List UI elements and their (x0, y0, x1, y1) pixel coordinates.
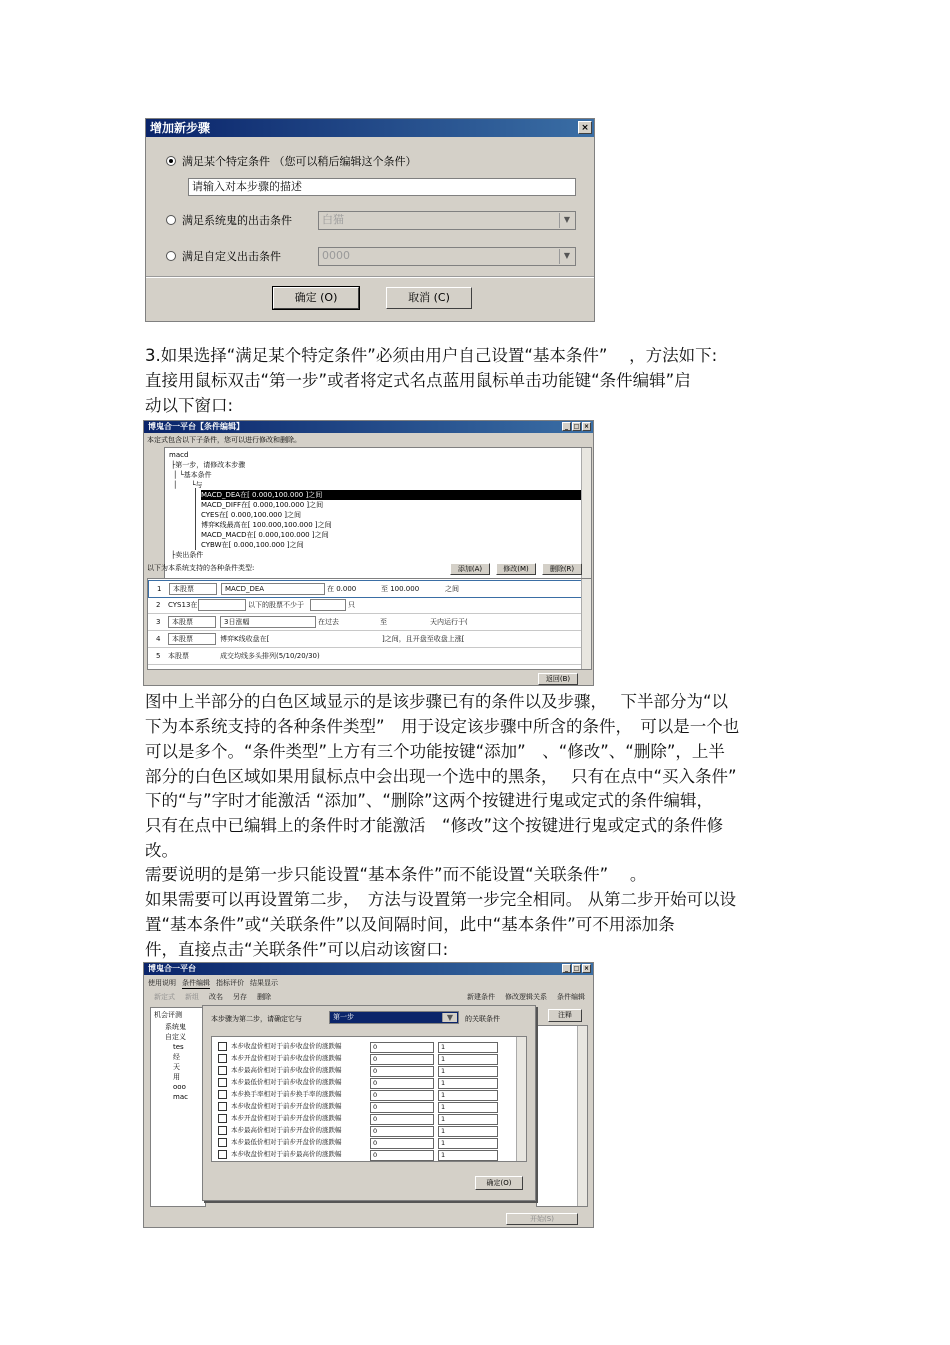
add-step-dialog (145, 118, 595, 322)
tree-node[interactable]: 用 (173, 1073, 180, 1081)
chevron-down-icon: ▼ (442, 1013, 457, 1022)
strategy-tree[interactable] (150, 1007, 206, 1207)
relation-condition-label: 本步最低价相对于前步开盘价的涨跌幅 (231, 1138, 342, 1146)
note-button[interactable]: 注释 (548, 1009, 582, 1022)
tree-node[interactable]: 天 (173, 1063, 180, 1071)
new-condition-button[interactable]: 新建条件 (467, 993, 495, 1001)
condition-type-row[interactable]: 5 本股票 成交均线多头排列(5/10/20/30) (148, 648, 591, 665)
label-specific-condition: 满足某个特定条件 （您可以稍后编辑这个条件） (182, 155, 417, 168)
ok-button[interactable]: 确定(O) (475, 1176, 523, 1190)
modify-button[interactable]: 修改(M) (496, 563, 536, 575)
paragraph-2-line-8: 需要说明的是第一步只能设置“基本条件”而不能设置“关联条件” 。 (145, 865, 647, 884)
step-select[interactable] (329, 1011, 459, 1024)
relation-condition-row[interactable] (218, 1053, 514, 1064)
relation-condition-checkbox[interactable] (218, 1054, 227, 1063)
relation-condition-label: 本步开盘价相对于前步开盘价的涨跌幅 (231, 1114, 342, 1122)
condition-type-row[interactable]: 2 CYS13在 以下的股票不少于 只 (148, 597, 591, 614)
dialog-title-bar (146, 119, 594, 137)
rename-button[interactable]: 改名 (209, 993, 223, 1001)
paragraph-2-line-10: 置“基本条件”或“关联条件”以及间隔时间，此中“基本条件”可不用添加条 (145, 915, 675, 934)
tree-node[interactable]: 自定义 (165, 1033, 186, 1041)
relation-max-input[interactable]: 1 (438, 1090, 498, 1101)
tree-node[interactable]: 经 (173, 1053, 180, 1061)
label-system-ghost: 满足系统鬼的出击条件 (182, 214, 292, 227)
relation-condition-checkbox[interactable] (218, 1138, 227, 1147)
relation-min-input[interactable]: 0 (370, 1066, 434, 1077)
tree-node[interactable]: ├卖出条件 (171, 551, 204, 559)
tree-line (195, 488, 196, 550)
tree-node[interactable]: macd (169, 451, 189, 459)
custom-condition-value: 0000 (322, 249, 350, 262)
tree-node[interactable]: CYBW在[ 0.000,100.000 ]之间 (201, 541, 304, 549)
window-title: 博鬼合一平台【条件编辑】 (148, 422, 244, 431)
system-ghost-select[interactable] (318, 211, 576, 230)
tree-node[interactable]: ooo (173, 1083, 186, 1091)
dialog-title: 增加新步骤 (150, 121, 211, 135)
tab-condition-edit[interactable]: 条件编辑 (182, 979, 210, 987)
relation-min-input[interactable]: 0 (370, 1102, 434, 1113)
tree-node[interactable]: │ └基本条件 (173, 471, 212, 479)
relation-condition-label: 本步开盘价相对于前步收盘价的涨跌幅 (231, 1054, 342, 1062)
delete-button[interactable]: 删除 (257, 993, 271, 1001)
tree-node[interactable]: CYES在[ 0.000,100.000 ]之间 (201, 511, 302, 519)
condition-type-row[interactable]: 4 本股票 博弈K线收盘在[ ]之间，且开盘至收盘上涨[ (148, 631, 591, 648)
divider (146, 276, 594, 278)
add-button[interactable]: 添加(A) (450, 563, 490, 575)
new-group-button[interactable]: 新组 (185, 993, 199, 1001)
close-icon[interactable]: × (583, 965, 590, 972)
types-label: 以下为本系统支持的各种条件类型: (147, 564, 255, 572)
maximize-icon[interactable]: □ (573, 423, 580, 430)
relation-max-input[interactable]: 1 (438, 1138, 498, 1149)
toolbar (154, 992, 585, 1004)
relation-condition-row[interactable] (218, 1077, 514, 1088)
window-title: 博鬼合一平台 (148, 964, 196, 973)
relation-condition-dialog (202, 1005, 536, 1201)
tree-node[interactable]: tes (173, 1043, 184, 1051)
relation-max-input[interactable]: 1 (438, 1114, 498, 1125)
condition-type-row[interactable]: 3 本股票 3日涨幅 在过去 至 天内运行于( (148, 614, 591, 631)
tab-usage[interactable]: 使用说明 (148, 979, 176, 987)
paragraph-2-line-2: 下为本系统支持的各种条件类型” 用于设定该步骤中所含的条件， 可以是一个也 (145, 717, 740, 736)
relation-condition-checkbox[interactable] (218, 1078, 227, 1087)
relation-max-input[interactable]: 1 (438, 1150, 498, 1161)
minimize-icon[interactable]: _ (562, 422, 571, 431)
relation-min-input[interactable]: 0 (370, 1090, 434, 1101)
close-icon[interactable]: × (583, 423, 590, 430)
relation-conditions-list[interactable] (211, 1036, 527, 1162)
relation-condition-row[interactable] (218, 1101, 514, 1112)
paragraph-2-line-9: 如果需要可以再设置第二步， 方法与设置第一步完全相同。 从第二步开始可以设 (145, 890, 736, 909)
condition-edit-button[interactable]: 条件编辑 (557, 993, 585, 1001)
minimize-icon[interactable]: _ (562, 964, 571, 973)
step-prompt: 本步骤为第二步，请确定它与 (211, 1015, 302, 1023)
tree-node[interactable]: 系统鬼 (165, 1023, 186, 1031)
tab-results[interactable]: 结果显示 (250, 979, 278, 987)
relation-max-input[interactable]: 1 (438, 1078, 498, 1089)
relation-condition-label: 本步收盘价相对于前步开盘价的涨跌幅 (231, 1102, 342, 1110)
paragraph-2-line-11: 件，直接点击“关联条件”可以启动该窗口: (145, 940, 449, 959)
close-icon[interactable]: × (578, 121, 592, 134)
new-strategy-button[interactable]: 新定式 (154, 993, 175, 1001)
relation-min-input[interactable]: 0 (370, 1138, 434, 1149)
save-as-button[interactable]: 另存 (233, 993, 247, 1001)
relation-min-input[interactable]: 0 (370, 1114, 434, 1125)
paragraph-2-line-7: 改。 (145, 841, 178, 860)
paragraph-2-line-1: 图中上半部分的白色区域显示的是该步骤已有的条件以及步骤， 下半部分为“以 (145, 692, 729, 711)
paragraph-2-line-6: 只有在点中已编辑上的条件时才能激活 “修改”这个按键进行鬼或定式的条件修 (145, 816, 724, 835)
condition-types-list[interactable] (147, 578, 592, 670)
relation-min-input[interactable]: 0 (370, 1078, 434, 1089)
relation-condition-checkbox[interactable] (218, 1042, 227, 1051)
cancel-button[interactable]: 取消 (C) (386, 287, 472, 309)
paragraph-2-line-5: 下的“与”字时才能激活 “添加”、“删除”这两个按键进行鬼或定式的条件编辑， (145, 791, 714, 810)
relation-condition-row[interactable] (218, 1041, 514, 1052)
tree-node[interactable]: ├第一步，请修改本步骤 (171, 461, 246, 469)
relation-condition-checkbox[interactable] (218, 1066, 227, 1075)
condition-edit-window (143, 420, 594, 686)
relation-condition-label: 本步最高价相对于前步开盘价的涨跌幅 (231, 1126, 342, 1134)
relation-condition-label: 本步最低价相对于前步收盘价的涨跌幅 (231, 1078, 342, 1086)
relation-min-input[interactable]: 0 (370, 1150, 434, 1161)
custom-condition-select[interactable] (318, 247, 576, 266)
tree-scrollbar[interactable] (581, 448, 591, 578)
note-scrollbar[interactable] (577, 1026, 587, 1206)
tree-node[interactable]: 博弈K线最高在[ 100.000,100.000 ]之间 (201, 521, 332, 529)
relation-condition-checkbox[interactable] (218, 1126, 227, 1135)
window-info: 本定式包含以下子条件，您可以进行修改和删除。 (147, 436, 301, 444)
relation-min-input[interactable]: 0 (370, 1126, 434, 1137)
radio-system-ghost[interactable] (166, 215, 176, 225)
main-platform-window (143, 962, 594, 1228)
back-button[interactable]: 返回(B) (538, 673, 578, 685)
relation-max-input[interactable]: 1 (438, 1102, 498, 1113)
ok-button[interactable]: 确定 (O) (273, 287, 359, 309)
delete-button[interactable]: 删除(R) (542, 563, 582, 575)
relation-condition-row[interactable] (218, 1137, 514, 1148)
types-scrollbar[interactable] (581, 579, 591, 669)
relation-min-input[interactable]: 0 (370, 1054, 434, 1065)
relation-condition-checkbox[interactable] (218, 1102, 227, 1111)
relation-label: 的关联条件 (465, 1015, 500, 1023)
relation-condition-row[interactable] (218, 1089, 514, 1100)
step-select-value: 第一步 (333, 1013, 354, 1021)
chevron-down-icon: ▼ (559, 249, 574, 264)
tree-node[interactable]: │ └与 (173, 481, 203, 489)
window-title-bar (144, 963, 593, 975)
tab-bar (148, 978, 278, 989)
relation-max-input[interactable]: 1 (438, 1066, 498, 1077)
tree-node[interactable]: MACD_DIFF在[ 0.000,100.000 ]之间 (201, 501, 324, 509)
relation-condition-row[interactable] (218, 1113, 514, 1124)
radio-custom-condition[interactable] (166, 251, 176, 261)
relation-condition-row[interactable] (218, 1149, 514, 1160)
tree-node-selected[interactable]: MACD_DEA在[ 0.000,100.000 ]之间 (201, 490, 581, 500)
window-title-bar (144, 421, 593, 433)
step-description-input[interactable]: 请输入对本步骤的描述 (188, 178, 576, 196)
condition-type-row[interactable]: 1 本股票 MACD_DEA 在 0.000 至 100.000 之间 (148, 580, 591, 598)
paragraph-2-line-3: 可以是多个。“条件类型”上方有三个功能按键“添加” 、“修改”、“删除”，上半 (145, 742, 725, 761)
paragraph-1-line-1: 3.如果选择“满足某个特定条件”必须由用户自己设置“基本条件” ，方法如下: (145, 346, 718, 365)
side-label: 机会评测 (154, 1011, 182, 1019)
relation-scrollbar[interactable] (516, 1037, 526, 1161)
relation-condition-label: 本步收盘价相对于前步最高价的涨跌幅 (231, 1150, 342, 1158)
note-area[interactable] (536, 1025, 588, 1207)
paragraph-1-line-3: 动以下窗口: (145, 396, 234, 415)
tree-node[interactable]: mac (173, 1093, 188, 1101)
modify-logic-button[interactable]: 修改逻辑关系 (505, 993, 547, 1001)
paragraph-1-line-2: 直接用鼠标双击“第一步”或者将定式名点蓝用鼠标单击功能键“条件编辑”启 (145, 371, 691, 390)
system-ghost-value: 白猫 (322, 213, 344, 226)
relation-condition-checkbox[interactable] (218, 1090, 227, 1099)
tree-node[interactable]: MACD_MACD在[ 0.000,100.000 ]之间 (201, 531, 329, 539)
relation-condition-label: 本步收盘价相对于前步收盘价的涨跌幅 (231, 1042, 342, 1050)
maximize-icon[interactable]: □ (573, 965, 580, 972)
relation-max-input[interactable]: 1 (438, 1126, 498, 1137)
chevron-down-icon: ▼ (559, 213, 574, 228)
relation-max-input[interactable]: 1 (438, 1054, 498, 1065)
tab-indicator-eval[interactable]: 指标评价 (216, 979, 244, 987)
condition-tree[interactable] (164, 447, 592, 579)
paragraph-2-line-4: 部分的白色区域如果用鼠标点中会出现一个选中的黑条， 只有在点中“买入条件” (145, 767, 737, 786)
relation-min-input[interactable]: 0 (370, 1042, 434, 1053)
start-button[interactable]: 开始(S) (506, 1213, 578, 1225)
relation-max-input[interactable]: 1 (438, 1042, 498, 1053)
relation-condition-row[interactable] (218, 1065, 514, 1076)
label-custom-condition: 满足自定义出击条件 (182, 250, 281, 263)
relation-condition-label: 本步最高价相对于前步收盘价的涨跌幅 (231, 1066, 342, 1074)
relation-condition-row[interactable] (218, 1125, 514, 1136)
relation-condition-checkbox[interactable] (218, 1150, 227, 1159)
relation-condition-label: 本步换手率相对于前步换手率的涨跌幅 (231, 1090, 342, 1098)
radio-specific-condition[interactable] (166, 156, 176, 166)
relation-condition-checkbox[interactable] (218, 1114, 227, 1123)
